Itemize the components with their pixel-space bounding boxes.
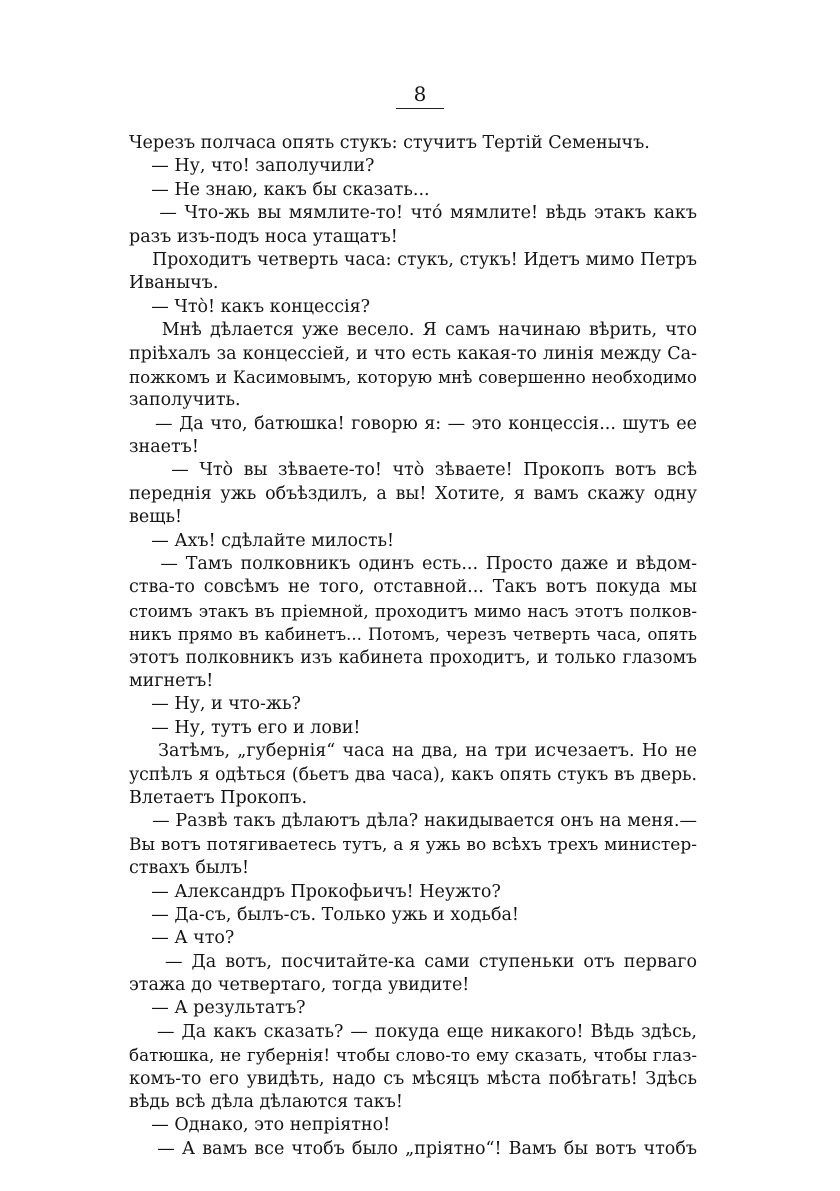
text-line: — Развѣ такъ дѣлаютъ дѣла? накидывается онъ на меня.—	[129, 811, 697, 832]
text-line: переднія ужь объѣздилъ, а вы! Хотите, я вамъ скажу одну	[129, 483, 697, 504]
text-line: Мнѣ дѣлается уже весело. Я самъ начинаю вѣрить, что	[129, 320, 697, 341]
text-line: — Да вотъ, посчитайте-ка сами ступеньки отъ перваго	[129, 951, 697, 972]
text-line: — Что̀! какъ концессія?	[129, 296, 371, 317]
text-line: никъ прямо въ кабинетъ... Потомъ, черезъ четверть часа, опять	[129, 625, 697, 645]
text-line: ствахъ былъ!	[129, 858, 250, 879]
text-line: — Да-съ, былъ-съ. Только ужь и ходьба!	[129, 904, 519, 925]
text-line: этажа до четвертаго, тогда увидите!	[129, 975, 470, 996]
text-line: — Ну, и что-жь?	[129, 694, 301, 715]
text-line: Вы вотъ потягиваетесь тутъ, а я ужь во всѣхъ трехъ министер-	[129, 834, 697, 855]
text-line: заполучить.	[129, 390, 241, 411]
text-line: — Однако, это непріятно!	[129, 1115, 391, 1136]
text-line: — Да какъ сказать? — покуда еще никакого! Вѣдь здѣсь,	[129, 1021, 697, 1042]
text-line: — А что?	[129, 928, 235, 949]
text-line: — Не знаю, какъ бы сказать...	[129, 179, 430, 200]
page-number: 8	[396, 82, 445, 109]
page-header	[0, 82, 840, 109]
text-line: Затѣмъ, „губернія“ часа на два, на три исчезаетъ. Но не	[129, 741, 697, 762]
text-line: Проходитъ четверть часа: стукъ, стукъ! Идетъ мимо Петръ	[129, 249, 697, 270]
text-line: вѣдь всѣ дѣла дѣлаются такъ!	[129, 1092, 403, 1113]
body-text	[129, 132, 697, 1161]
text-line: этотъ полковникъ изъ кабинета проходитъ, и только глазомъ	[129, 647, 697, 668]
text-line: — Ну, тутъ его и лови!	[129, 717, 361, 738]
text-line: разъ изъ-подъ носа утащатъ!	[129, 226, 398, 247]
text-line: — Ну, что! заполучили?	[129, 156, 375, 177]
text-line: — Что-жь вы мямлите-то! что́ мямлите! вѣдь этакъ какъ	[129, 203, 697, 224]
text-line: стоимъ этакъ въ пріемной, проходитъ мимо насъ этотъ полков-	[129, 600, 697, 621]
text-line: знаетъ!	[129, 437, 199, 458]
text-line: пріѣхалъ за концессіей, и что есть какая-то линія между Са-	[129, 343, 697, 364]
text-line: ства-то совсѣмъ не того, отставной... Такъ вотъ покуда мы	[129, 577, 697, 598]
text-line: — Что̀ вы зѣваете-то! что̀ зѣваете! Прокопъ вотъ всѣ	[129, 460, 697, 481]
text-line: вещь!	[129, 507, 183, 528]
text-line: успѣлъ я одѣться (бьетъ два часа), какъ опять стукъ въ дверь.	[129, 764, 697, 785]
text-line: — А вамъ все чтобъ было „пріятно“! Вамъ бы вотъ чтобъ	[129, 1138, 697, 1159]
text-line: комъ-то его увидѣть, надо съ мѣсяцъ мѣста побѣгать! Здѣсь	[129, 1068, 697, 1089]
text-line: — Да что, батюшка! говорю я: — это концессія... шутъ ее	[129, 413, 697, 434]
text-line: — Тамъ полковникъ одинъ есть... Просто даже и вѣдом-	[129, 554, 697, 575]
text-line: — А результатъ?	[129, 998, 306, 1019]
text-line: — Ахъ! сдѣлайте милость!	[129, 530, 395, 551]
text-line: батюшка, не губернія! чтобы слово-то ему сказать, чтобы глаз-	[129, 1045, 697, 1066]
text-line: Влетаетъ Прокопъ.	[129, 787, 308, 808]
text-line: Иванычъ.	[129, 273, 219, 294]
text-line: Черезъ полчаса опять стукъ: стучитъ Тертій Семенычъ.	[129, 133, 650, 153]
text-line: — Александръ Прокофьичъ! Неужто?	[129, 881, 501, 902]
text-line: пожкомъ и Касимовымъ, которую мнѣ совершенно необходимо	[129, 366, 697, 387]
text-line: мигнетъ!	[129, 670, 214, 691]
